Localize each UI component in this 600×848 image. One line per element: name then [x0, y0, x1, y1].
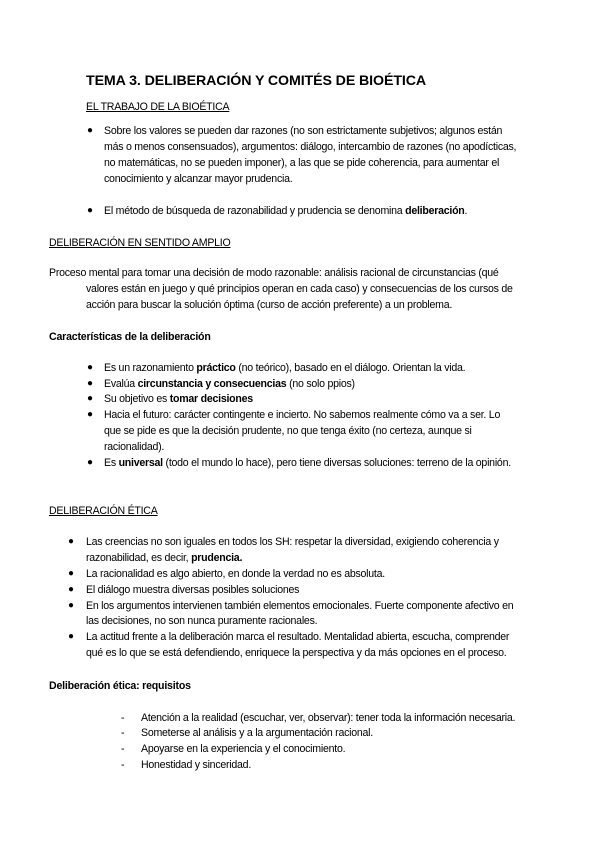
list-item — [104, 205, 467, 217]
text-run: Deliberación ética: — [49, 680, 143, 692]
text-run: (no teórico), basado en el diálogo. Orientan la vida. — [235, 362, 466, 374]
bullet-dot: ● — [87, 362, 94, 373]
bullet-dot: ● — [87, 457, 94, 468]
subsection-heading-caracteristicas: Características de la deliberación — [49, 331, 211, 343]
bullet-dot: ● — [87, 393, 94, 404]
list-item — [104, 362, 465, 374]
list-item-text: Las creencias no son iguales en todos los SH: respetar la diversidad, exigiendo coherencia y — [86, 536, 499, 548]
list-item-text: El diálogo muestra diversas posibles soluciones — [86, 584, 300, 596]
text-run: Es — [104, 457, 119, 469]
list-item-text: las decisiones, no son nunca puramente racionales. — [86, 615, 318, 627]
text-run: Su objetivo es — [104, 393, 170, 405]
list-item — [104, 393, 253, 405]
section-heading-etica: DELIBERACIÓN ÉTICA — [49, 505, 158, 517]
bullet-dot: ● — [68, 584, 75, 595]
dash-bullet: - — [121, 727, 125, 739]
paragraph-line: valores están en juego y qué principios operan en cada caso) y consecuencias de los cursos de — [86, 283, 513, 295]
bold-term: práctico — [196, 362, 236, 374]
list-item-text: conocimiento y alcanzar mayor prudencia. — [104, 173, 293, 185]
dash-bullet: - — [121, 759, 125, 771]
text-run: requisitos — [142, 680, 191, 692]
text-run: (todo el mundo lo hace), pero tiene diversas soluciones: terreno de la opinión. — [162, 457, 511, 469]
list-item-text: racionalidad). — [104, 441, 165, 453]
bullet-dot: ● — [68, 568, 75, 579]
bullet-dot: ● — [87, 125, 94, 136]
list-item-text: más o menos consensuados), argumentos: diálogo, intercambio de razones (no apodícticas, — [104, 141, 517, 153]
list-item — [104, 378, 355, 390]
dash-bullet: - — [121, 712, 125, 724]
text-run: (no solo ppios) — [286, 378, 355, 390]
text-run: Es un razonamiento — [104, 362, 197, 374]
bold-term: deliberación — [405, 205, 465, 217]
list-item-text: La actitud frente a la deliberación marca el resultado. Mentalidad abierta, escucha, comprender — [86, 631, 510, 643]
section-heading-trabajo: EL TRABAJO DE LA BIOÉTICA — [86, 101, 230, 113]
list-item-text: qué es lo que se está defendiendo, enriquece la perspectiva y da más opciones en el proceso. — [86, 647, 507, 659]
paragraph-line: acción para buscar la solución óptima (curso de acción preferente) a un problema. — [86, 299, 453, 311]
text-run: razonabilidad, es decir, — [86, 552, 192, 564]
list-item-text: La racionalidad es algo abierto, en donde la verdad no es absoluta. — [86, 568, 385, 580]
list-item-text: En los argumentos intervienen también elementos emocionales. Fuerte componente afectivo en — [86, 600, 514, 612]
section-heading-amplio: DELIBERACIÓN EN SENTIDO AMPLIO — [49, 237, 231, 249]
list-item-text: que se pide es que la decisión prudente, no que tenga éxito (no certeza, aunque si — [104, 425, 472, 437]
bold-term: universal — [118, 457, 163, 469]
bullet-dot: ● — [87, 378, 94, 389]
bullet-dot: ● — [87, 409, 94, 420]
text-run: . — [464, 205, 468, 217]
list-item — [104, 457, 511, 469]
bullet-dot: ● — [68, 631, 75, 642]
bold-term: circunstancia y consecuencias — [137, 378, 287, 390]
text-run: Evalúa — [104, 378, 138, 390]
bullet-dot: ● — [87, 205, 94, 216]
list-item-text: Apoyarse en la experiencia y el conocimiento. — [141, 743, 346, 755]
subsection-heading-requisitos — [49, 680, 191, 692]
list-item-text: Atención a la realidad (escuchar, ver, observar): tener toda la información necesaria. — [141, 712, 516, 724]
list-item — [86, 552, 242, 564]
list-item-text: Hacia el futuro: carácter contingente e incierto. No sabemos realmente cómo va a ser. Lo — [104, 409, 501, 421]
bold-term: prudencia. — [191, 552, 243, 564]
list-item-text: Honestidad y sinceridad. — [141, 759, 252, 771]
bullet-dot: ● — [68, 536, 75, 547]
bullet-dot: ● — [68, 600, 75, 611]
list-item-text: Someterse al análisis y a la argumentación racional. — [141, 727, 373, 739]
bold-term: tomar decisiones — [169, 393, 253, 405]
page-title: TEMA 3. DELIBERACIÓN Y COMITÉS DE BIOÉTICA — [86, 73, 427, 89]
dash-bullet: - — [121, 743, 125, 755]
paragraph-line: Proceso mental para tomar una decisión de modo razonable: análisis racional de circunstancias (qué — [49, 267, 499, 279]
text-run: El método de búsqueda de razonabilidad y prudencia se denomina — [104, 205, 406, 217]
list-item-text: no matemáticas, no se pueden imponer), a las que se pide coherencia, para aumentar el — [104, 157, 500, 169]
list-item-text: Sobre los valores se pueden dar razones (no son estrictamente subjetivos; algunos están — [104, 125, 503, 137]
